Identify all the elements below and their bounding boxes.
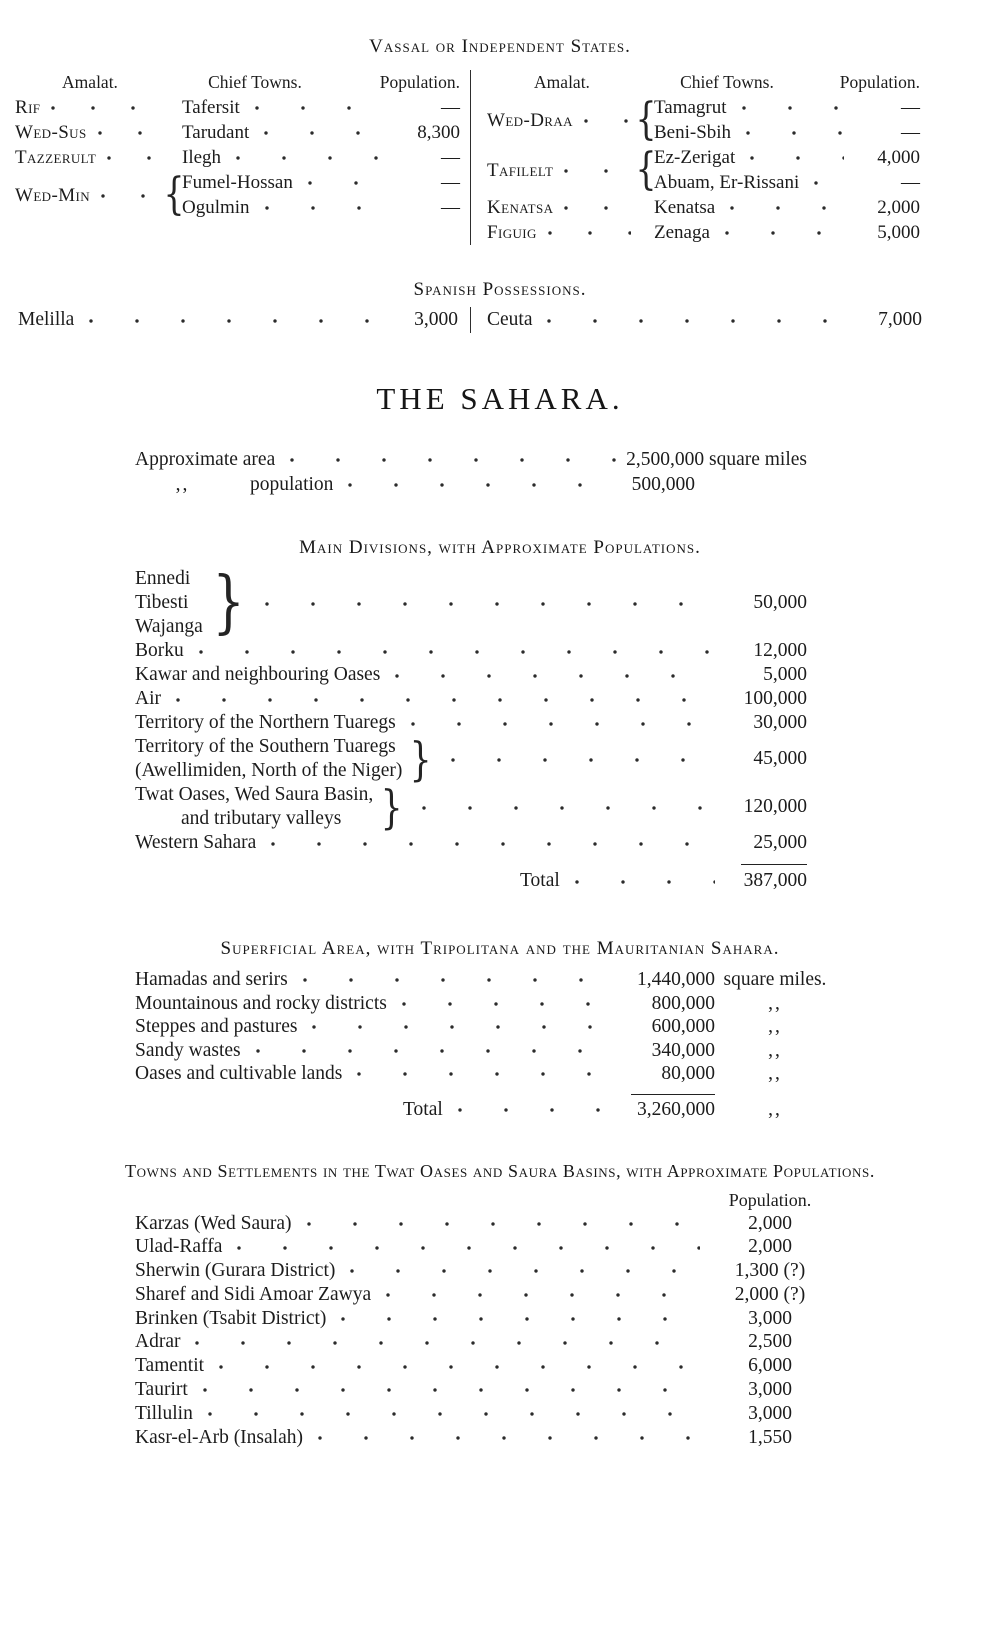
population-value: 6,000	[748, 1355, 792, 1377]
area-label: Oases and cultivable lands	[135, 1063, 343, 1084]
town-name: Tamagrut	[654, 97, 727, 118]
ditto-mark: ,,	[768, 1098, 782, 1120]
population-value: 2,000 (?)	[734, 1283, 806, 1305]
total-row	[135, 868, 807, 894]
table-row	[487, 95, 920, 145]
division-label: Kawar and neighbouring Oases	[135, 664, 381, 685]
list-item	[135, 1015, 835, 1039]
total-row	[135, 1097, 835, 1123]
division-label: Twat Oases, Wed Saura Basin,	[135, 784, 374, 805]
area-label: Steppes and pastures	[135, 1016, 298, 1037]
town-name: Beni-Sbih	[654, 122, 732, 143]
dot-leader	[446, 756, 715, 763]
spanish-possessions-row	[0, 307, 1000, 333]
list-item	[135, 1330, 830, 1354]
town-label: Brinken (Tsabit District)	[135, 1307, 327, 1329]
dot-leader	[198, 1386, 700, 1393]
area-value: 1,440,000	[637, 969, 715, 990]
table-row	[15, 170, 460, 220]
col-header-amalat: Amalat.	[534, 72, 590, 92]
town-name: Zenaga	[654, 222, 710, 243]
dot-leader	[336, 1315, 700, 1322]
brace-icon: {	[163, 169, 184, 220]
population-value: 2,000	[748, 1236, 792, 1258]
amalat-label: Wed-Draa	[487, 109, 573, 131]
town-name: Tarudant	[182, 122, 250, 143]
divisions-list	[135, 563, 807, 894]
dot-leader	[579, 117, 631, 124]
table-row	[15, 120, 460, 145]
dot-leader	[737, 104, 844, 111]
ditto-mark: ,,	[768, 1063, 782, 1084]
town-label: Tamentit	[135, 1355, 205, 1377]
dot-leader	[745, 154, 844, 161]
dot-leader	[260, 204, 384, 211]
town-label: Adrar	[135, 1331, 181, 1353]
vassal-section-title: Vassal or Independent States.	[369, 36, 631, 57]
total-label: Total	[403, 1098, 443, 1120]
total-rule	[741, 864, 807, 865]
division-label: and tributary valleys	[181, 808, 342, 829]
list-item	[135, 968, 835, 992]
dot-leader	[260, 600, 715, 607]
dot-leader	[559, 204, 631, 211]
town-name: Kenatsa	[654, 197, 716, 218]
town-label: Karzas (Wed Saura)	[135, 1212, 292, 1234]
population-value: —	[901, 122, 920, 143]
dot-leader	[259, 129, 384, 136]
dot-leader	[231, 154, 384, 161]
town-label: Taurirt	[135, 1379, 188, 1401]
superficial-list	[135, 968, 835, 1123]
list-item	[135, 1212, 830, 1236]
place-name: Melilla	[18, 309, 75, 330]
dot-leader	[250, 104, 384, 111]
divisions-section-title: Main Divisions, with Approximate Populations.	[299, 537, 701, 558]
col-header-population: Population.	[728, 1189, 812, 1210]
population-value: 25,000	[753, 832, 807, 853]
dot-leader	[406, 720, 715, 727]
area-label: Mountainous and rocky districts	[135, 992, 387, 1014]
list-item	[135, 639, 807, 663]
town-name: Tafersit	[182, 97, 240, 118]
col-header-population: Population.	[379, 72, 460, 92]
area-label: Hamadas and serirs	[135, 969, 288, 990]
dot-leader	[352, 1070, 605, 1077]
towns-section-title: Towns and Settlements in the Twat Oases and Saura Basins, with Approximate Populations.	[125, 1160, 875, 1181]
dot-leader	[570, 878, 715, 885]
page-title: THE SAHARA.	[376, 381, 624, 416]
table-row	[15, 95, 460, 120]
population-value: 2,000	[877, 197, 920, 218]
brace-icon: }	[212, 563, 245, 642]
population-value: 3,000	[414, 309, 458, 330]
dot-leader	[203, 1410, 700, 1417]
summary-value: 2,500,000 square miles	[626, 449, 807, 470]
total-rule	[631, 1094, 715, 1095]
dot-leader	[190, 1339, 700, 1346]
list-item	[135, 1402, 830, 1426]
unit-label: square miles.	[723, 969, 827, 990]
division-label: Air	[135, 688, 161, 709]
dot-leader	[720, 229, 844, 236]
list-item	[135, 1283, 830, 1307]
list-item-group	[135, 732, 807, 786]
dot-leader	[298, 976, 605, 983]
vassal-table	[0, 70, 1000, 245]
col-header-amalat: Amalat.	[62, 72, 118, 92]
ditto-mark: ,,	[768, 1039, 782, 1061]
dot-leader	[303, 179, 384, 186]
dot-leader	[102, 154, 159, 161]
summary-row	[135, 447, 807, 472]
town-name: Ilegh	[182, 147, 222, 168]
population-value: 2,000	[748, 1212, 792, 1234]
population-value: 120,000	[743, 796, 807, 817]
list-item	[135, 1062, 835, 1086]
amalat-label: Tazzerult	[15, 147, 97, 168]
dot-leader	[302, 1220, 700, 1227]
list-item	[135, 992, 835, 1016]
population-value: 3,000	[748, 1402, 792, 1424]
list-item	[135, 711, 807, 735]
dot-leader	[214, 1363, 700, 1370]
list-item	[135, 831, 807, 855]
population-value: 1,300 (?)	[734, 1260, 806, 1282]
population-value: 1,550	[748, 1426, 792, 1448]
population-value: 50,000	[753, 592, 807, 613]
town-label: Kasr-el-Arb (Insalah)	[135, 1426, 303, 1448]
amalat-label: Wed-Min	[15, 184, 91, 206]
towns-list	[135, 1188, 830, 1450]
dot-leader	[417, 804, 715, 811]
dot-leader	[93, 129, 159, 136]
list-item	[135, 1307, 830, 1331]
dot-leader	[559, 167, 631, 174]
division-label: Western Sahara	[135, 832, 257, 853]
list-item	[135, 1426, 830, 1450]
vassal-left-headers	[15, 70, 460, 94]
division-label: Wajanga	[135, 616, 203, 637]
population-value: 45,000	[753, 748, 807, 769]
ditto-mark: ,,	[175, 474, 190, 495]
dot-leader	[381, 1291, 700, 1298]
dot-leader	[397, 1000, 605, 1007]
dot-leader	[313, 1434, 700, 1441]
dot-leader	[285, 456, 616, 463]
population-value: —	[441, 172, 460, 193]
amalat-label: Tafilelt	[487, 159, 554, 181]
dot-leader	[809, 179, 844, 186]
dot-leader	[84, 317, 404, 324]
list-item	[135, 663, 807, 687]
brace-icon: {	[635, 94, 656, 145]
brace-icon: {	[635, 144, 656, 195]
town-label: Tillulin	[135, 1402, 193, 1424]
town-name: Ez-Zerigat	[654, 147, 736, 168]
brace-icon: }	[410, 732, 432, 786]
population-value: 3,000	[748, 1379, 792, 1401]
town-label: Sherwin (Gurara District)	[135, 1260, 336, 1282]
dot-leader	[741, 129, 844, 136]
town-name: Ogulmin	[182, 197, 250, 218]
superficial-section-title: Superficial Area, with Tripolitana and the Mauritanian Sahara.	[220, 938, 780, 959]
area-value: 600,000	[651, 1016, 715, 1037]
town-name: Fumel-Hossan	[182, 172, 293, 193]
dot-leader	[266, 840, 715, 847]
population-value: —	[441, 147, 460, 168]
total-value: 387,000	[743, 870, 807, 891]
ditto-mark: ,,	[768, 1016, 782, 1037]
amalat-label: Wed-Sus	[15, 122, 87, 143]
dot-leader	[194, 648, 715, 655]
population-value: 3,000	[748, 1307, 792, 1329]
sahara-summary	[135, 447, 807, 497]
area-value: 340,000	[651, 1039, 715, 1061]
population-value: 100,000	[743, 688, 807, 709]
dot-leader	[307, 1023, 605, 1030]
area-value: 800,000	[651, 992, 715, 1014]
dot-leader	[345, 1267, 700, 1274]
population-value: 7,000	[878, 309, 922, 330]
town-label: Sharef and Sidi Amoar Zawya	[135, 1283, 372, 1305]
population-value: —	[901, 172, 920, 193]
dot-leader	[251, 1047, 605, 1054]
vassal-table-right	[470, 70, 1000, 245]
dot-leader	[543, 229, 631, 236]
col-header-chief-towns: Chief Towns.	[680, 72, 774, 92]
division-label: Territory of the Southern Tuaregs	[135, 736, 396, 757]
population-value: 2,500	[748, 1331, 792, 1353]
division-label: Territory of the Northern Tuaregs	[135, 712, 396, 733]
col-header-chief-towns: Chief Towns.	[208, 72, 302, 92]
vassal-right-headers	[487, 70, 920, 94]
table-row	[15, 145, 460, 170]
population-value: 4,000	[877, 147, 920, 168]
population-value: 12,000	[753, 640, 807, 661]
list-item	[135, 1354, 830, 1378]
dot-leader	[96, 192, 159, 199]
dot-leader	[725, 204, 844, 211]
table-row	[487, 220, 920, 245]
list-item	[135, 1378, 830, 1402]
summary-label: Approximate area	[135, 449, 276, 470]
dot-leader	[343, 481, 595, 488]
brace-icon: }	[380, 780, 403, 834]
table-row	[487, 195, 920, 220]
division-label: Ennedi	[135, 568, 191, 589]
list-item	[135, 687, 807, 711]
population-value: 8,300	[417, 122, 460, 143]
total-label: Total	[520, 870, 560, 891]
vassal-table-left	[0, 70, 470, 245]
division-label: Borku	[135, 640, 184, 661]
population-value: —	[441, 97, 460, 118]
town-label: Ulad-Raffa	[135, 1236, 223, 1258]
division-label: Tibesti	[135, 592, 189, 613]
dot-leader	[542, 317, 868, 324]
area-value: 80,000	[661, 1063, 715, 1084]
total-value: 3,260,000	[637, 1098, 715, 1120]
population-value: 5,000	[763, 664, 807, 685]
summary-label: population	[250, 474, 334, 495]
summary-row	[135, 472, 807, 497]
list-item	[135, 1039, 835, 1063]
col-header-population: Population.	[839, 72, 920, 92]
place-name: Ceuta	[487, 309, 533, 330]
town-name: Abuam, Er-Rissani	[654, 172, 800, 193]
area-label: Sandy wastes	[135, 1039, 241, 1061]
list-item	[135, 1259, 830, 1283]
summary-value: 500,000	[631, 474, 695, 495]
population-value: 30,000	[753, 712, 807, 733]
spanish-section-title: Spanish Possessions.	[413, 279, 587, 300]
dot-leader	[390, 672, 715, 679]
amalat-label: Kenatsa	[487, 197, 554, 218]
dot-leader	[171, 696, 715, 703]
dot-leader	[46, 104, 159, 111]
list-item-group	[135, 563, 807, 642]
dot-leader	[232, 1244, 700, 1251]
population-value: —	[901, 97, 920, 118]
amalat-label: Figuig	[487, 222, 537, 243]
population-value: —	[441, 197, 460, 218]
population-value: 5,000	[877, 222, 920, 243]
list-item-group	[135, 780, 807, 834]
amalat-label: Rif	[15, 97, 41, 118]
dot-leader	[453, 1106, 605, 1113]
table-row	[487, 145, 920, 195]
list-item	[135, 1235, 830, 1259]
ditto-mark: ,,	[768, 992, 782, 1014]
division-label: (Awellimiden, North of the Niger)	[135, 760, 403, 781]
